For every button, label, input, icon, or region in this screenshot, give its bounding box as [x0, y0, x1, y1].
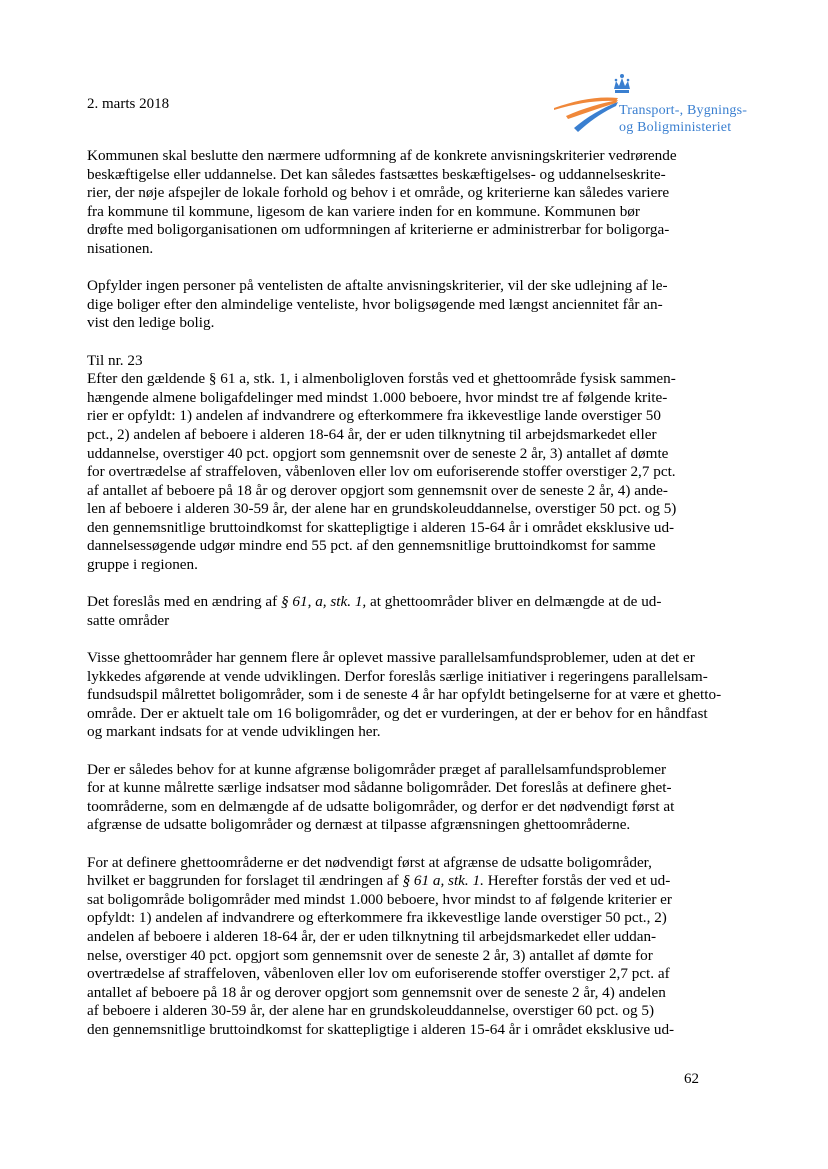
page-number: 62	[684, 1071, 699, 1087]
text-line: vist den ledige bolig.	[87, 314, 215, 332]
text-line: og markant indsats for at vende udviklingen her.	[87, 723, 381, 741]
text-line: for overtrædelse af straffeloven, våbenloven eller lov om euforiserende stoffer overstiger 2,7 pct.	[87, 463, 676, 481]
text-line: nisationen.	[87, 239, 154, 257]
text-line: gruppe i regionen.	[87, 556, 198, 574]
paragraph	[87, 854, 759, 1040]
text-line	[87, 872, 759, 891]
text-line: af antallet af beboere på 18 år og derover opgjort som gennemsnit over de seneste 2 år, 4) ande-	[87, 481, 668, 499]
text-line: len af beboere i alderen 30-59 år, der alene har en grundskoleuddannelse, overstiger 50 pct. og 5)	[87, 500, 677, 518]
text-line: rier, der nøje afspejler de lokale forhold og behov i et område, og kriterierne kan således variere	[87, 184, 670, 202]
text-line: opfyldt: 1) andelen af indvandrere og efterkommere fra ikkevestlige lande overstiger 50 pct., 2)	[87, 909, 667, 927]
text-line: antallet af beboere på 18 år og derover opgjort som gennemsnit over de seneste 2 år, 4) andelen	[87, 983, 666, 1001]
text-run: Herefter forstås der ved et ud-	[483, 872, 671, 890]
text-line: af beboere i alderen 30-59 år, der alene har en grundskoleuddannelse, overstiger 60 pct. og 5)	[87, 1002, 655, 1020]
text-run: hvilket er baggrunden for forslaget til ændringen af	[87, 872, 403, 890]
logo-text	[619, 102, 747, 136]
text-line: den gennemsnitlige bruttoindkomst for skattepligtige i alderen 15-64 år i området eksklusive ud-	[87, 1020, 675, 1038]
text-line: afgrænse de udsatte boligområder og dernæst at tilpasse afgrænsningen ghettoområderne.	[87, 816, 631, 834]
legal-reference: § 61 a, stk. 1.	[402, 872, 484, 890]
logo-line-2: og Boligministeriet	[619, 120, 732, 135]
text-line: For at definere ghettoområderne er det nødvendigt først at afgrænse de udsatte boligområder,	[87, 853, 652, 871]
text-line: uddannelse, overstiger 40 pct. opgjort som gennemsnit over de seneste 2 år, 3) antallet af dømte	[87, 444, 669, 462]
text-line: nelse, overstiger 40 pct. opgjort som gennemsnit over de seneste 2 år, 3) antallet af dømte for	[87, 946, 653, 964]
text-line: toområderne, som en delmængde af de udsatte boligområder, og derfor er det nødvendigt først at	[87, 797, 675, 815]
text-line: område. Der er aktuelt tale om 16 boligområder, og det er vurderingen, at der er behov for en håndfast	[87, 704, 708, 722]
text-line: dige boliger efter den almindelige venteliste, hvor boligsøgende med længst anciennitet får an-	[87, 295, 663, 313]
text-line: lykkedes afgørende at vende udviklingen. Derfor foreslås særlige initiativer i regeringens parallelsam-	[87, 667, 708, 685]
text-line: Visse ghettoområder har gennem flere år oplevet massive parallelsamfundsproblemer, uden at det er	[87, 649, 695, 667]
text-line	[87, 593, 759, 612]
paragraph	[87, 593, 759, 630]
text-run: at ghettoområder bliver en delmængde at de ud-	[366, 593, 662, 611]
text-line: andelen af beboere i alderen 18-64 år, der er uden tilknytning til arbejdsmarkedet eller uddan-	[87, 927, 657, 945]
text-line: beskæftigelse eller uddannelse. Det kan således fastsættes beskæftigelses- og uddannelseskrite-	[87, 165, 666, 183]
text-line: fundsudspil målrettet boligområder, som i de seneste 4 år har opfyldt betingelserne for at være et ghetto-	[87, 686, 722, 704]
text-run: Det foreslås med en ændring af	[87, 593, 282, 611]
text-line: for at kunne målrette særlige indsatser mod sådanne boligområder. Det foreslås at definere ghet-	[87, 779, 672, 797]
legal-reference: § 61, a, stk. 1,	[281, 593, 367, 611]
text-line: Opfylder ingen personer på ventelisten de aftalte anvisningskriterier, vil der ske udlejning af le-	[87, 277, 668, 295]
text-line: fra kommune til kommune, ligesom de kan variere inden for en kommune. Kommunen bør	[87, 202, 640, 220]
text-line: drøfte med boligorganisationen om udformningen af kriterierne er administrerbar for boligorga-	[87, 221, 670, 239]
logo-line-1: Transport-, Bygnings-	[619, 103, 748, 118]
text-line: satte områder	[87, 611, 170, 629]
paragraph	[87, 649, 759, 742]
paragraph	[87, 761, 759, 835]
text-line: Efter den gældende § 61 a, stk. 1, i almenboligloven forstås ved et ghettoområde fysisk sammen-	[87, 370, 676, 388]
text-line: Der er således behov for at kunne afgrænse boligområder præget af parallelsamfundsproblemer	[87, 760, 667, 778]
ministry-logo	[552, 72, 767, 142]
text-line: dannelsessøgende udgør mindre end 55 pct. af den gennemsnitlige bruttoindkomst for samme	[87, 537, 656, 555]
text-line: Kommunen skal beslutte den nærmere udformning af de konkrete anvisningskriterier vedrørende	[87, 147, 677, 164]
document-body	[87, 147, 759, 1058]
text-line: rier er opfyldt: 1) andelen af indvandrere og efterkommere fra ikkevestlige lande overstiger 50	[87, 407, 661, 425]
text-line: sat boligområde boligområder med mindst 1.000 beboere, hvor mindst to af følgende kriterier er	[87, 890, 672, 908]
text-line: den gennemsnitlige bruttoindkomst for skattepligtige i alderen 15-64 år i området eksklusive ud-	[87, 518, 675, 536]
paragraph	[87, 147, 759, 259]
text-line: hængende almene boligafdelinger med mindst 1.000 beboere, hvor mindst tre af følgende krite-	[87, 388, 668, 406]
text-line: pct., 2) andelen af beboere i alderen 18-64 år, der er uden tilknytning til arbejdsmarkedet eller	[87, 425, 657, 443]
paragraph	[87, 277, 759, 333]
paragraph	[87, 352, 759, 575]
text-line: Til nr. 23	[87, 351, 143, 369]
text-line: overtrædelse af straffeloven, våbenloven eller lov om euforiserende stoffer overstiger 2,7 pct. af	[87, 965, 670, 983]
document-date: 2. marts 2018	[87, 96, 170, 112]
